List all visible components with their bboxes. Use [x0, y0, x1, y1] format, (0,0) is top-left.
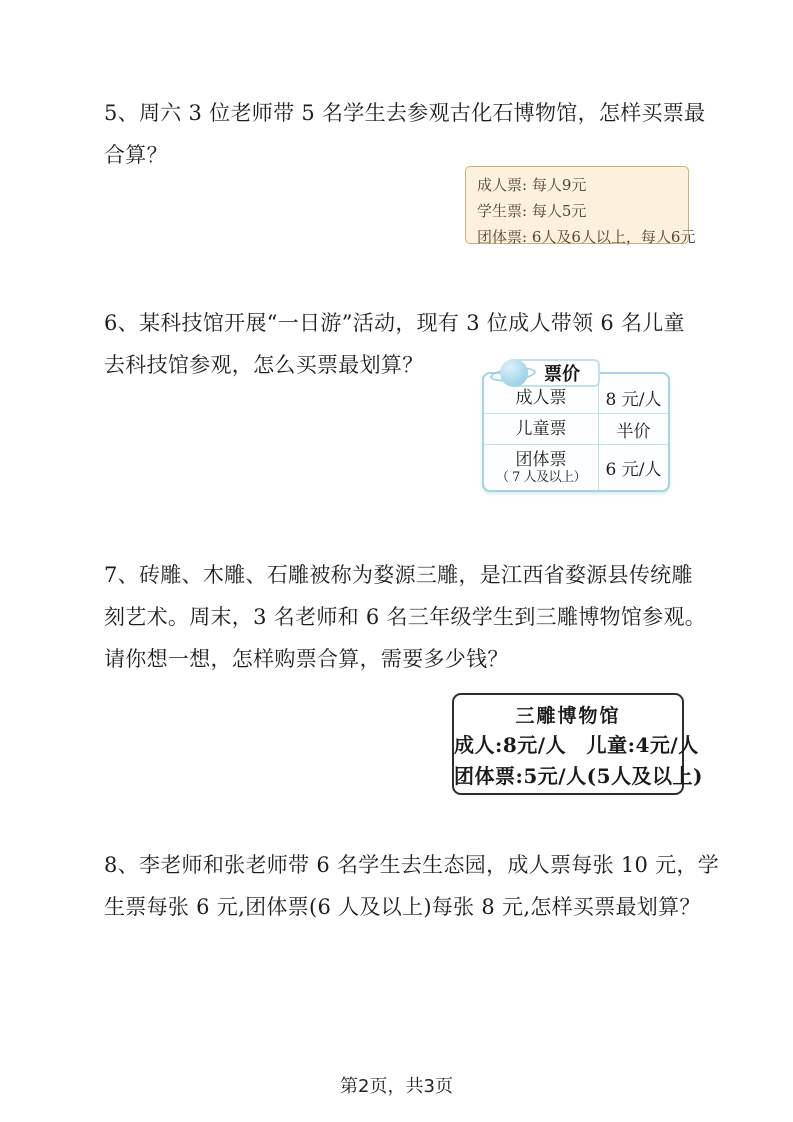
text-line: 8、李老师和张老师带 6 名学生去生态园，成人票每张 10 元，学: [104, 853, 720, 877]
text-line: 去科技馆参观，怎么买票最划算？: [104, 353, 424, 377]
q6-ticket-price-table: [482, 364, 670, 492]
table-cell-label: [484, 445, 598, 490]
price-line-group: 团体票: 6人及6人以上，每人6元: [477, 228, 696, 246]
text-line: 7、砖雕、木雕、石雕被称为婺源三雕，是江西省婺源县传统雕: [104, 563, 693, 587]
text-line: 合算？: [104, 143, 168, 167]
cell-text: 成人票: [515, 387, 567, 408]
price-table-header-tab: [512, 359, 600, 387]
price-table-title: 票价: [544, 364, 580, 385]
text-line: 刻艺术。周末，3 名老师和 6 名三年级学生到三雕博物馆参观。: [104, 605, 707, 629]
museum-price-line-2: 团体票:5元/人(5人及以上): [454, 764, 703, 788]
museum-box-title: 三雕博物馆: [515, 705, 621, 727]
text-line: 生票每张 6 元,团体票(6 人及以上)每张 8 元,怎样买票最划算？: [104, 895, 701, 919]
table-row-group: [484, 444, 668, 490]
cell-subtext: （ 7 人及以上）: [495, 470, 587, 485]
table-cell-value: 8 元/人: [598, 374, 668, 413]
cell-text: 儿童票: [515, 419, 567, 439]
question-5-text: [104, 92, 704, 176]
planet-globe: [500, 359, 528, 387]
cell-text: 团体票: [515, 450, 567, 470]
q7-museum-price-box: [452, 693, 703, 795]
table-cell-value: 半价: [598, 414, 668, 444]
price-line-adult: 成人票: 每人9元: [477, 176, 587, 194]
text-line: 6、某科技馆开展“一日游”活动，现有 3 位成人带领 6 名儿童: [104, 311, 685, 335]
question-8-text: [104, 844, 720, 928]
table-cell-label: [484, 414, 598, 444]
price-table-body: [484, 374, 668, 490]
text-line: 5、周六 3 位老师带 5 名学生去参观古化石博物馆，怎样买票最: [104, 101, 706, 125]
table-row-child: [484, 413, 668, 444]
table-cell-value: 6 元/人: [598, 445, 668, 490]
page-number-indicator: 第2页，共3页: [340, 1076, 453, 1097]
price-line-student: 学生票: 每人5元: [477, 202, 587, 220]
q5-ticket-price-box: [465, 166, 696, 246]
museum-price-line-1: 成人:8元/人 儿童:4元/人: [454, 733, 699, 757]
question-7-text: [104, 554, 707, 680]
text-line: 请你想一想，怎样购票合算，需要多少钱？: [104, 647, 509, 671]
planet-icon: [498, 357, 530, 389]
